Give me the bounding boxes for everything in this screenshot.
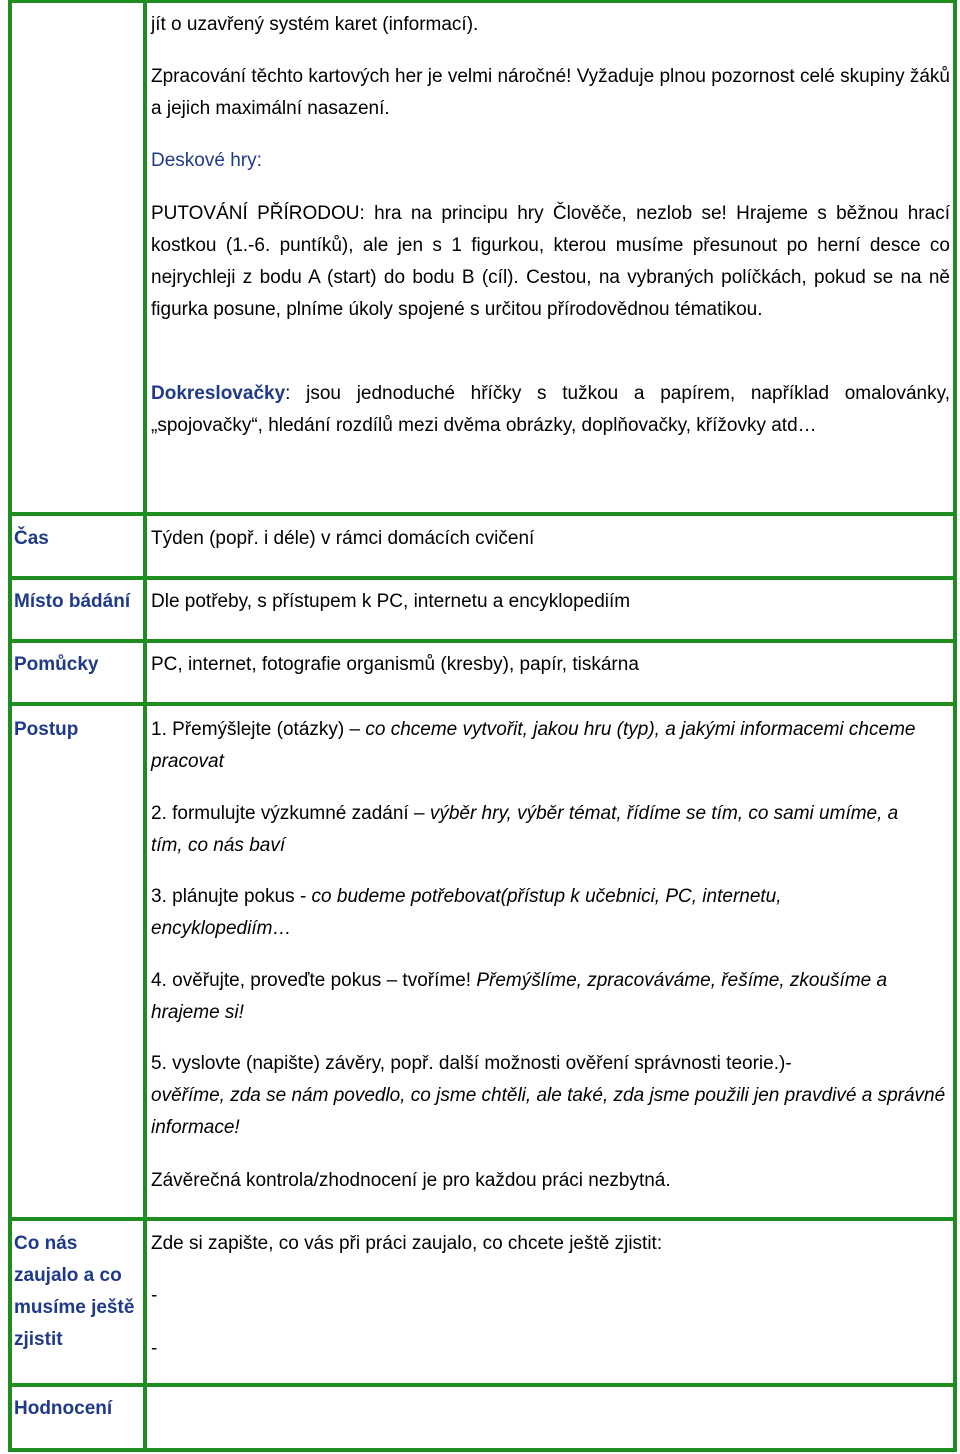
row-divider-pomucky [8,639,957,643]
row-divider-interest [8,1217,957,1221]
step-4-text: 4. ověřujte, proveďte pokus – tvoříme! [151,970,477,991]
step-2 [151,798,911,862]
step-1-detail: co chceme vytvořit, jakou hru (typ), a jakými informacemi chceme pracovat [151,719,916,772]
drawing-games-paragraph [151,378,950,442]
step-3 [151,881,911,945]
row-divider-hodnoceni [8,1383,957,1387]
evaluation-label: Hodnocení [14,1398,113,1419]
place-value: Dle potřeby, s přístupem k PC, internetu a encyklopediím [151,591,631,612]
drawing-games-label: Dokreslovačky [151,383,286,404]
interest-dash-1: - [151,1285,158,1306]
step-3-detail: co budeme potřebovat(přístup k učebnici, PC, internetu, encyklopediím… [151,886,782,939]
step-5 [151,1048,950,1144]
board-games-text: PUTOVÁNÍ PŘÍRODOU: hra na principu hry Člověče, nezlob se! Hrajeme s běžnou hrací kostkou (1.-6. puntíků), ale jen s 1 figurkou, kterou musíme přesunout po herní desce co nejrychleji z bodu A (start) do bodu B (cíl). Cestou, na vybraných políčkách, pokud se na ně figurka posune, plníme úkoly spojené s určitou přírodovědnou tématikou. [151,203,950,320]
time-value: Týden (popř. i déle) v rámci domácích cvičení [151,528,535,549]
interest-label: Co nás zaujalo a co musíme ještě zjistit [14,1233,135,1350]
step-1 [151,714,941,778]
step-2-detail: výběr hry, výběr témat, řídíme se tím, co sami umíme, a tím, co nás baví [151,803,899,856]
step-3-text: 3. plánujte pokus - [151,886,312,907]
step-4 [151,965,950,1029]
tools-value: PC, internet, fotografie organismů (kresby), papír, tiskárna [151,654,639,675]
procedure-label: Postup [14,719,79,740]
row-divider-misto [8,576,957,580]
tools-label: Pomůcky [14,654,99,675]
time-label: Čas [14,528,49,549]
place-label: Místo bádání [14,591,131,612]
step-1-text: 1. Přemýšlejte (otázky) – [151,719,366,740]
step-2-text: 2. formulujte výzkumné zadání – [151,803,430,824]
step-5-text: 5. vyslovte (napište) závěry, popř. další možnosti ověření správnosti teorie.)- [151,1053,792,1074]
step-5-detail: ověříme, zda se nám povedlo, co jsme chtěli, ale také, zda jsme použili jen pravdivé a správné informace! [151,1085,946,1138]
row-divider-postup [8,702,957,706]
intro-paragraph: Zpracování těchto kartových her je velmi náročné! Vyžaduje plnou pozornost celé skupiny žáků a jejich maximální nasazení. [151,66,950,119]
row-divider-bottom [8,1448,957,1452]
row-divider-top [8,0,957,3]
table-column-divider [143,0,147,1452]
step-4-detail: Přemýšlíme, zpracováváme, řešíme, zkoušíme a hrajeme si! [151,970,888,1023]
table-border-left [8,0,12,1452]
drawing-games-text: : jsou jednoduché hříčky s tužkou a papírem, například omalovánky, „spojovačky“, hledání rozdílů mezi dvěma obrázky, doplňovačky, křížovky atd… [151,383,950,436]
interest-prompt: Zde si zapište, co vás při práci zaujalo, co chcete ještě zjistit: [151,1233,663,1254]
intro-line: jít o uzavřený systém karet (informací). [151,14,479,35]
board-games-heading: Deskové hry: [151,150,262,171]
table-border-right [953,0,957,1452]
row-divider-cas [8,512,957,516]
interest-dash-2: - [151,1338,158,1359]
closing-note: Závěrečná kontrola/zhodnocení je pro každou práci nezbytná. [151,1170,671,1191]
